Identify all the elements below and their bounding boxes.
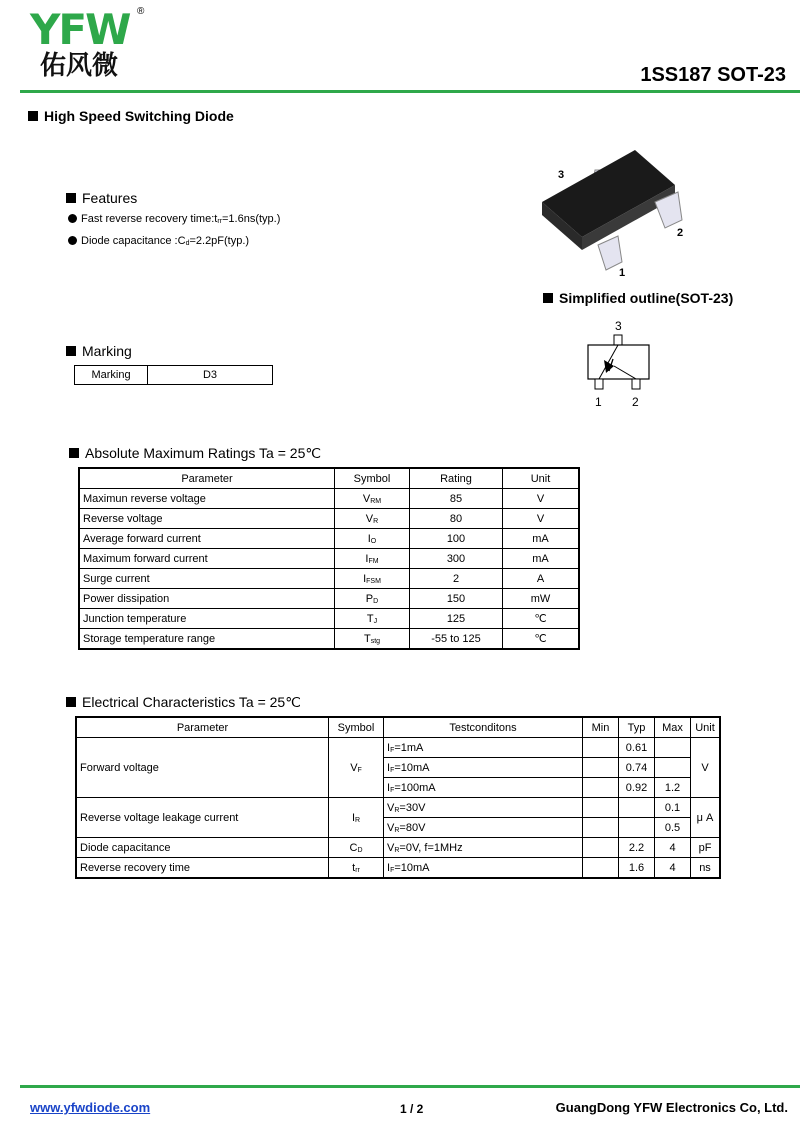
col-min: Min bbox=[583, 717, 619, 738]
cond-cell bbox=[384, 738, 583, 758]
symbol-cell bbox=[335, 509, 410, 529]
cond-text: =100mA bbox=[394, 781, 436, 794]
unit-cell: V bbox=[503, 509, 580, 529]
sym-text: P bbox=[365, 592, 374, 605]
max-cell bbox=[655, 738, 691, 758]
feature-sub: rr bbox=[217, 218, 222, 225]
unit-cell: ℃ bbox=[503, 609, 580, 629]
rating-cell: 125 bbox=[410, 609, 503, 629]
col-unit: Unit bbox=[503, 468, 580, 489]
max-cell: 4 bbox=[655, 838, 691, 858]
min-cell bbox=[583, 858, 619, 879]
typ-cell: 0.92 bbox=[619, 778, 655, 798]
symbol-cell bbox=[335, 569, 410, 589]
square-bullet-icon bbox=[28, 111, 38, 121]
unit-cell: μ A bbox=[691, 798, 721, 838]
rating-cell: 300 bbox=[410, 549, 503, 569]
table-header-row bbox=[76, 717, 720, 738]
cond-sub: F bbox=[390, 766, 395, 774]
cond-cell bbox=[384, 778, 583, 798]
part-number-title: 1SS187 SOT-23 bbox=[640, 64, 786, 86]
square-bullet-icon bbox=[66, 193, 76, 203]
square-bullet-icon bbox=[69, 448, 79, 458]
col-testconditions: Testconditons bbox=[384, 717, 583, 738]
elec-table bbox=[75, 716, 721, 879]
marking-heading bbox=[66, 343, 132, 359]
unit-cell: mA bbox=[503, 549, 580, 569]
pin1-lead bbox=[598, 236, 622, 270]
rating-cell: 100 bbox=[410, 529, 503, 549]
table-row bbox=[79, 569, 579, 589]
sym-text: V bbox=[362, 492, 371, 505]
min-cell bbox=[583, 798, 619, 818]
symbol-cell bbox=[329, 738, 384, 798]
cond-sub: F bbox=[390, 746, 395, 754]
abs-max-table bbox=[78, 467, 580, 650]
typ-cell bbox=[619, 818, 655, 838]
sym-text: t bbox=[352, 861, 356, 874]
table-row bbox=[76, 838, 720, 858]
max-cell bbox=[655, 758, 691, 778]
sym-text: I bbox=[365, 552, 369, 565]
elec-heading-text: Electrical Characteristics Ta = 25℃ bbox=[82, 694, 301, 710]
sym-sub: RM bbox=[370, 497, 382, 505]
param-cell: Maximun reverse voltage bbox=[79, 489, 335, 509]
feature-item-2 bbox=[68, 235, 249, 247]
typ-cell bbox=[619, 798, 655, 818]
unit-cell: mW bbox=[503, 589, 580, 609]
logo-letters: YFW bbox=[30, 5, 130, 54]
sym-sub: R bbox=[355, 816, 361, 824]
col-parameter: Parameter bbox=[76, 717, 329, 738]
table-row bbox=[79, 509, 579, 529]
bullet-dot-icon bbox=[68, 236, 77, 245]
outline-pin-1: 1 bbox=[595, 395, 602, 409]
sym-sub: D bbox=[357, 846, 363, 854]
sym-text: V bbox=[350, 761, 358, 774]
sym-sub: D bbox=[373, 597, 379, 605]
typ-cell: 0.61 bbox=[619, 738, 655, 758]
sym-sub: rr bbox=[355, 866, 360, 874]
param-cell: Reverse recovery time bbox=[76, 858, 329, 879]
max-cell: 4 bbox=[655, 858, 691, 879]
outline-pin-2: 2 bbox=[632, 395, 639, 409]
feature-text: Fast reverse recovery time:t bbox=[81, 213, 218, 225]
table-row bbox=[76, 858, 720, 879]
marking-heading-text: Marking bbox=[82, 343, 132, 359]
cond-cell bbox=[384, 838, 583, 858]
param-cell: Reverse voltage leakage current bbox=[76, 798, 329, 838]
cond-cell bbox=[384, 798, 583, 818]
table-row bbox=[79, 609, 579, 629]
col-max: Max bbox=[655, 717, 691, 738]
table-row bbox=[79, 629, 579, 650]
cond-sub: F bbox=[390, 866, 395, 874]
param-cell: Power dissipation bbox=[79, 589, 335, 609]
abs-max-heading bbox=[69, 445, 321, 462]
rating-cell: 2 bbox=[410, 569, 503, 589]
footer-rule bbox=[20, 1085, 800, 1088]
feature-text: =1.6ns(typ.) bbox=[222, 213, 281, 225]
col-rating: Rating bbox=[410, 468, 503, 489]
param-cell: Surge current bbox=[79, 569, 335, 589]
unit-cell: A bbox=[503, 569, 580, 589]
symbol-cell bbox=[335, 489, 410, 509]
outline-pin2-pad bbox=[632, 379, 640, 389]
feature-text: Diode capacitance :C bbox=[81, 235, 186, 247]
table-row bbox=[79, 489, 579, 509]
cond-text: =80V bbox=[399, 821, 426, 834]
col-parameter: Parameter bbox=[79, 468, 335, 489]
cond-text: =1mA bbox=[394, 741, 424, 754]
min-cell bbox=[583, 838, 619, 858]
symbol-cell bbox=[335, 609, 410, 629]
col-typ: Typ bbox=[619, 717, 655, 738]
outline-title bbox=[543, 290, 733, 306]
symbol-cell bbox=[335, 529, 410, 549]
cond-text: =0V, f=1MHz bbox=[399, 841, 463, 854]
feature-sub: d bbox=[185, 240, 190, 247]
typ-cell: 2.2 bbox=[619, 838, 655, 858]
features-heading-text: Features bbox=[82, 190, 138, 206]
unit-cell: mA bbox=[503, 529, 580, 549]
symbol-cell bbox=[335, 549, 410, 569]
sym-sub: FM bbox=[368, 557, 379, 565]
min-cell bbox=[583, 818, 619, 838]
cond-text: V bbox=[387, 801, 395, 814]
cond-text: I bbox=[387, 781, 391, 794]
cond-text: I bbox=[387, 741, 391, 754]
outline-title-text: Simplified outline(SOT-23) bbox=[559, 290, 734, 306]
unit-cell: V bbox=[691, 738, 721, 798]
param-cell: Average forward current bbox=[79, 529, 335, 549]
param-cell: Reverse voltage bbox=[79, 509, 335, 529]
param-cell: Diode capacitance bbox=[76, 838, 329, 858]
table-row bbox=[79, 589, 579, 609]
cond-sub: R bbox=[394, 826, 400, 834]
square-bullet-icon bbox=[66, 697, 76, 707]
cond-text: =30V bbox=[399, 801, 426, 814]
table-row bbox=[79, 529, 579, 549]
col-symbol: Symbol bbox=[335, 468, 410, 489]
param-cell: Maximum forward current bbox=[79, 549, 335, 569]
param-cell: Junction temperature bbox=[79, 609, 335, 629]
feature-item-1 bbox=[68, 213, 280, 225]
unit-cell: ℃ bbox=[503, 629, 580, 650]
sym-sub: J bbox=[373, 617, 378, 625]
abs-max-heading-text: Absolute Maximum Ratings Ta = 25℃ bbox=[85, 445, 322, 461]
square-bullet-icon bbox=[66, 346, 76, 356]
outline-body bbox=[588, 345, 649, 379]
sym-sub: stg bbox=[370, 637, 381, 645]
cond-text: I bbox=[387, 761, 391, 774]
table-row bbox=[76, 738, 720, 758]
header-rule bbox=[20, 90, 800, 93]
logo-registered-mark: ® bbox=[137, 6, 145, 17]
cond-sub: R bbox=[394, 806, 400, 814]
rating-cell: 85 bbox=[410, 489, 503, 509]
symbol-cell bbox=[329, 858, 384, 879]
sym-text: I bbox=[351, 811, 355, 824]
cond-cell bbox=[384, 858, 583, 879]
table-header-row bbox=[79, 468, 579, 489]
symbol-cell bbox=[329, 838, 384, 858]
cond-sub: R bbox=[394, 846, 400, 854]
symbol-cell bbox=[335, 629, 410, 650]
rating-cell: 80 bbox=[410, 509, 503, 529]
sym-sub: R bbox=[373, 517, 379, 525]
col-unit: Unit bbox=[691, 717, 721, 738]
sym-text: I bbox=[363, 572, 367, 585]
sym-text: C bbox=[349, 841, 358, 854]
logo-chinese: 佑风微 bbox=[40, 51, 119, 81]
cond-text: V bbox=[387, 821, 395, 834]
max-cell: 0.5 bbox=[655, 818, 691, 838]
min-cell bbox=[583, 778, 619, 798]
cond-text: V bbox=[387, 841, 395, 854]
max-cell: 1.2 bbox=[655, 778, 691, 798]
symbol-cell bbox=[335, 589, 410, 609]
website-link[interactable]: www.yfwdiode.com bbox=[30, 1100, 151, 1115]
cond-sub: F bbox=[390, 786, 395, 794]
min-cell bbox=[583, 738, 619, 758]
cond-text: I bbox=[387, 861, 391, 874]
outline-pin-3: 3 bbox=[615, 319, 622, 333]
marking-value: D3 bbox=[148, 366, 273, 385]
sym-text: T bbox=[363, 632, 371, 645]
cond-text: =10mA bbox=[394, 761, 430, 774]
unit-cell: ns bbox=[691, 858, 721, 879]
subtitle bbox=[28, 108, 234, 124]
sym-sub: O bbox=[370, 537, 377, 545]
cond-cell bbox=[384, 758, 583, 778]
marking-table bbox=[74, 365, 273, 385]
rating-cell: -55 to 125 bbox=[410, 629, 503, 650]
feature-text: =2.2pF(typ.) bbox=[189, 235, 250, 247]
outline-diagram bbox=[580, 318, 660, 410]
bullet-dot-icon bbox=[68, 214, 77, 223]
page-number: 1 / 2 bbox=[400, 1102, 424, 1116]
table-row bbox=[79, 549, 579, 569]
unit-cell: pF bbox=[691, 838, 721, 858]
sym-text: V bbox=[365, 512, 374, 525]
typ-cell: 1.6 bbox=[619, 858, 655, 879]
max-cell: 0.1 bbox=[655, 798, 691, 818]
features-heading bbox=[66, 190, 137, 206]
typ-cell: 0.74 bbox=[619, 758, 655, 778]
outline-pin1-pad bbox=[595, 379, 603, 389]
pin-label-2: 2 bbox=[677, 227, 684, 239]
sym-sub: FSM bbox=[366, 577, 381, 585]
min-cell bbox=[583, 758, 619, 778]
col-symbol: Symbol bbox=[329, 717, 384, 738]
company-name: GuangDong YFW Electronics Co, Ltd. bbox=[555, 1100, 788, 1115]
pin-label-1: 1 bbox=[619, 267, 626, 279]
subtitle-text: High Speed Switching Diode bbox=[44, 108, 234, 124]
elec-heading bbox=[66, 694, 301, 711]
cond-cell bbox=[384, 818, 583, 838]
sym-text: T bbox=[366, 612, 374, 625]
rating-cell: 150 bbox=[410, 589, 503, 609]
unit-cell: V bbox=[503, 489, 580, 509]
cond-text: =10mA bbox=[394, 861, 430, 874]
marking-label: Marking bbox=[75, 366, 148, 385]
outline-pin3-pad bbox=[614, 335, 622, 345]
square-bullet-icon bbox=[543, 293, 553, 303]
sym-sub: F bbox=[357, 766, 362, 774]
pin-label-3: 3 bbox=[558, 169, 565, 181]
param-cell: Forward voltage bbox=[76, 738, 329, 798]
symbol-cell bbox=[329, 798, 384, 838]
sym-text: I bbox=[367, 532, 371, 545]
table-row bbox=[76, 798, 720, 818]
sot23-package-image bbox=[520, 140, 720, 285]
param-cell: Storage temperature range bbox=[79, 629, 335, 650]
